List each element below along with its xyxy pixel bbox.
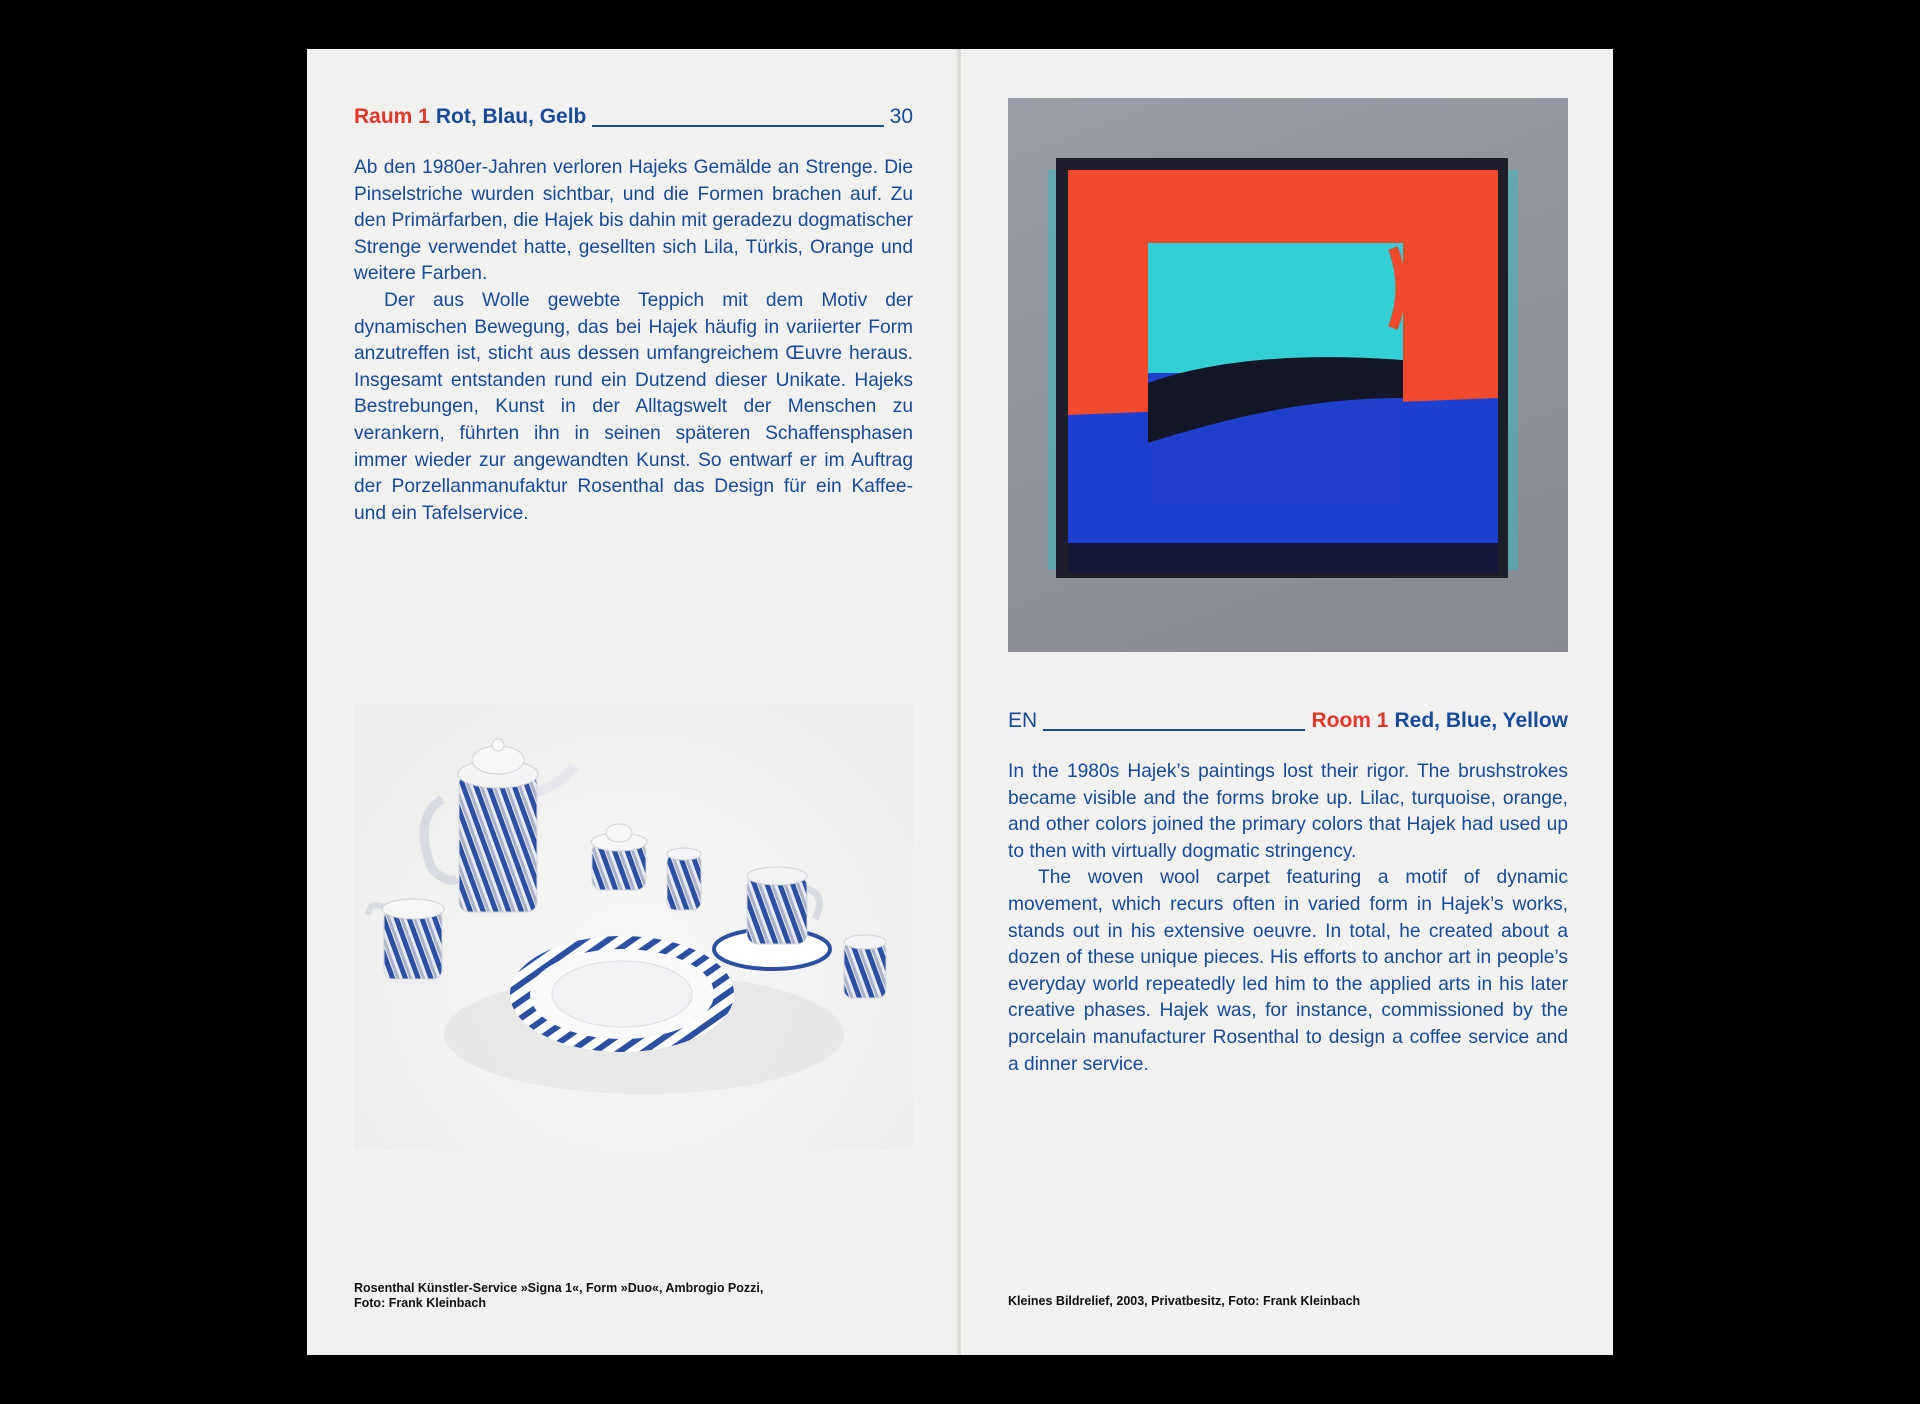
- coffee-pot: [424, 739, 574, 912]
- paragraph: The woven wool carpet featuring a motif of dynamic movement, which recurs often in varied form in Hajek’s works, stands out in his extensive oeuvre. In total, he created about a dozen of these unique pieces. His efforts to anchor art in people’s everyday world repeatedly led him to the applied arts in his later creative phases. Hajek was, for instance, commissioned by the porcelain manufacturer Rosenthal to design a coffee service and a dinner service.: [1008, 867, 1568, 1075]
- paragraph: Ab den 1980er-Jahren verloren Hajeks Gemälde an Strenge. Die Pinselstriche wurden sichtbar, und die Formen brachen auf. Zu den Primärfarben, die Hajek bis dahin mit geradezu dogmatischer Strenge verwendet hatte, gesellten sich Lila, Türkis, Orange und weitere Farben.: [354, 157, 913, 285]
- paragraph: In the 1980s Hajek’s paintings lost their rigor. The brushstrokes became visible and the forms broke up. Lilac, turquoise, orange, and other colors joined the primary colors that Hajek had used up to then with virtually dogmatic stringency.: [1008, 761, 1568, 862]
- header-rule: [592, 124, 883, 127]
- porcelain-service-photo: [354, 704, 913, 1150]
- porcelain-service-illustration: [354, 704, 913, 1150]
- caption-line: Foto: Frank Kleinbach: [354, 1296, 486, 1310]
- room-title: Rot, Blau, Gelb: [435, 105, 587, 128]
- caption-line: Rosenthal Künstler-Service »Signa 1«, Form »Duo«, Ambrogio Pozzi,: [354, 1281, 764, 1295]
- right-page: [961, 49, 1613, 1355]
- page-number: 30: [889, 105, 913, 128]
- egg-cup: [667, 848, 701, 910]
- photo-caption: Kleines Bildrelief, 2003, Privatbesitz, Foto: Frank Kleinbach: [1008, 1294, 1361, 1308]
- language-label: EN: [1008, 709, 1038, 732]
- plate: [510, 936, 734, 1052]
- photo-caption: [354, 1281, 914, 1311]
- sugar-bowl: [591, 824, 647, 890]
- paragraph: Der aus Wolle gewebte Teppich mit dem Motiv der dynamischen Bewegung, das bei Hajek häufig in variierter Form anzutreffen ist, sticht aus dessen umfangreichem Œuvre heraus. Insgesamt entstanden rund ein Dutzend dieser Unikate. Hajeks Bestrebungen, Kunst in der Alltagswelt der Menschen zu verankern, führten ihn in seinen späteren Schaffensphasen immer wieder zur angewandten Kunst. So entwarf er im Auftrag der Porzellanmanufaktur Rosenthal das Design für ein Kaffee- und ein Tafelservice.: [354, 289, 913, 524]
- left-page-header: [354, 105, 913, 129]
- header-rule: [1043, 728, 1305, 731]
- room-label: Raum 1: [354, 105, 430, 128]
- left-page: [307, 49, 959, 1355]
- creamer: [368, 899, 444, 979]
- bildrelief-illustration: [1008, 98, 1568, 652]
- english-body-text: [1008, 759, 1568, 1078]
- room-title: Red, Blue, Yellow: [1394, 709, 1568, 732]
- painting-photo: [1008, 98, 1568, 652]
- small-cup: [844, 935, 886, 998]
- book-spread: [307, 49, 1613, 1355]
- right-page-header: [1008, 709, 1568, 733]
- room-label: Room 1: [1311, 709, 1389, 732]
- german-body-text: [354, 155, 913, 527]
- cup-and-saucer: [714, 867, 830, 969]
